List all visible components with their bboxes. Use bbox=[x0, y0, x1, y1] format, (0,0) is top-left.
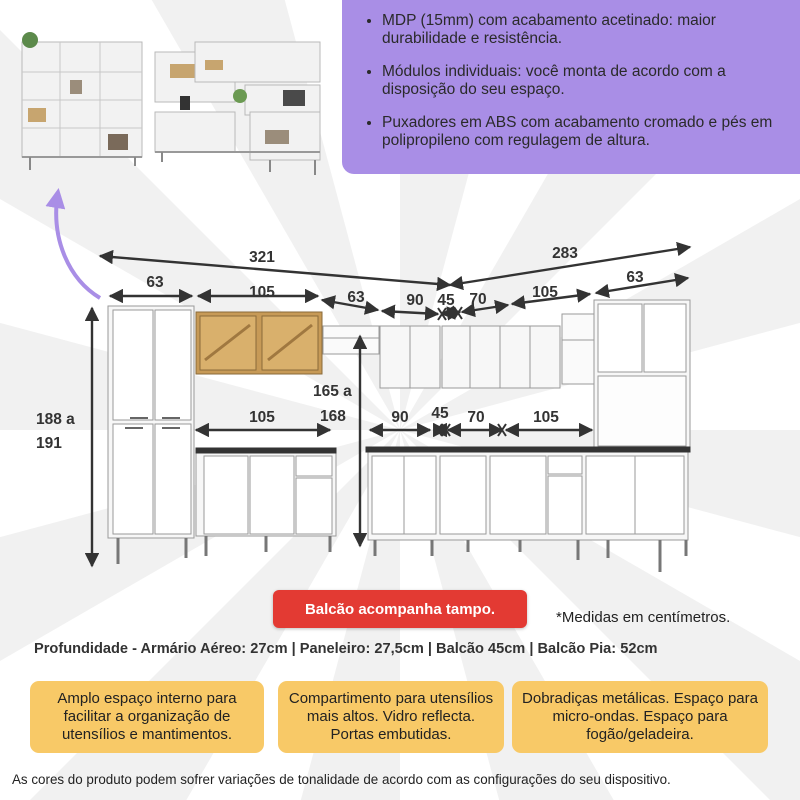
dim-lower-5: 105 bbox=[533, 409, 559, 426]
feature-item: • Módulos individuais: você monta de acordo com a disposição do seu espaço. bbox=[382, 63, 778, 99]
highlight-text: Compartimento para utensílios mais altos. Vidro reflecta. Portas embutidas. bbox=[288, 690, 494, 743]
dim-upper-8: 63 bbox=[626, 269, 644, 286]
dim-height-left-1: 188 a bbox=[36, 411, 75, 428]
dim-total-right: 283 bbox=[552, 245, 578, 262]
dim-upper-6: 70 bbox=[469, 291, 487, 308]
dim-upper-3: 63 bbox=[347, 289, 365, 306]
dim-upper-5: 45 bbox=[437, 292, 455, 309]
countertop-badge: Balcão acompanha tampo. bbox=[273, 590, 527, 628]
dim-total-left: 321 bbox=[249, 249, 275, 266]
dim-upper-4: 90 bbox=[406, 292, 424, 309]
highlight-text: Dobradiças metálicas. Espaço para micro-ondas. Espaço para fogão/geladeira. bbox=[522, 690, 758, 743]
cabinet-illustration bbox=[108, 300, 690, 572]
depth-info: Profundidade - Armário Aéreo: 27cm | Paneleiro: 27,5cm | Balcão 45cm | Balcão Pia: 52cm bbox=[34, 641, 658, 657]
highlight-text: Amplo espaço interno para facilitar a organização de utensílios e mantimentos. bbox=[57, 690, 237, 743]
dim-lower-4: 70 bbox=[467, 409, 485, 426]
dim-lower-3: 45 bbox=[431, 405, 449, 422]
dim-upper-1: 63 bbox=[146, 274, 164, 291]
highlight-box-storage bbox=[30, 681, 264, 753]
highlight-box-hinges bbox=[512, 681, 768, 753]
dim-height-mid-1: 165 a bbox=[313, 383, 352, 400]
color-disclaimer: As cores do produto podem sofrer variações de tonalidade de acordo com as configurações do seu dispositivo. bbox=[12, 772, 671, 787]
measurement-note: *Medidas em centímetros. bbox=[556, 609, 731, 626]
dim-lower-2: 90 bbox=[391, 409, 409, 426]
feature-item: • MDP (15mm) com acabamento acetinado: maior durabilidade e resistência. bbox=[382, 12, 778, 48]
dim-upper-7: 105 bbox=[532, 284, 558, 301]
curved-arrow-icon bbox=[56, 192, 100, 298]
dim-height-left-2: 191 bbox=[36, 435, 62, 452]
features-panel bbox=[342, 0, 800, 174]
dim-lower-1: 105 bbox=[249, 409, 275, 426]
kitchen-photo bbox=[22, 32, 320, 175]
highlight-box-compartment bbox=[278, 681, 504, 753]
feature-item: • Puxadores em ABS com acabamento cromado e pés em polipropileno com regulagem de altura. bbox=[382, 114, 778, 150]
dim-height-mid-2: 168 bbox=[320, 408, 346, 425]
dim-upper-2: 105 bbox=[249, 284, 275, 301]
